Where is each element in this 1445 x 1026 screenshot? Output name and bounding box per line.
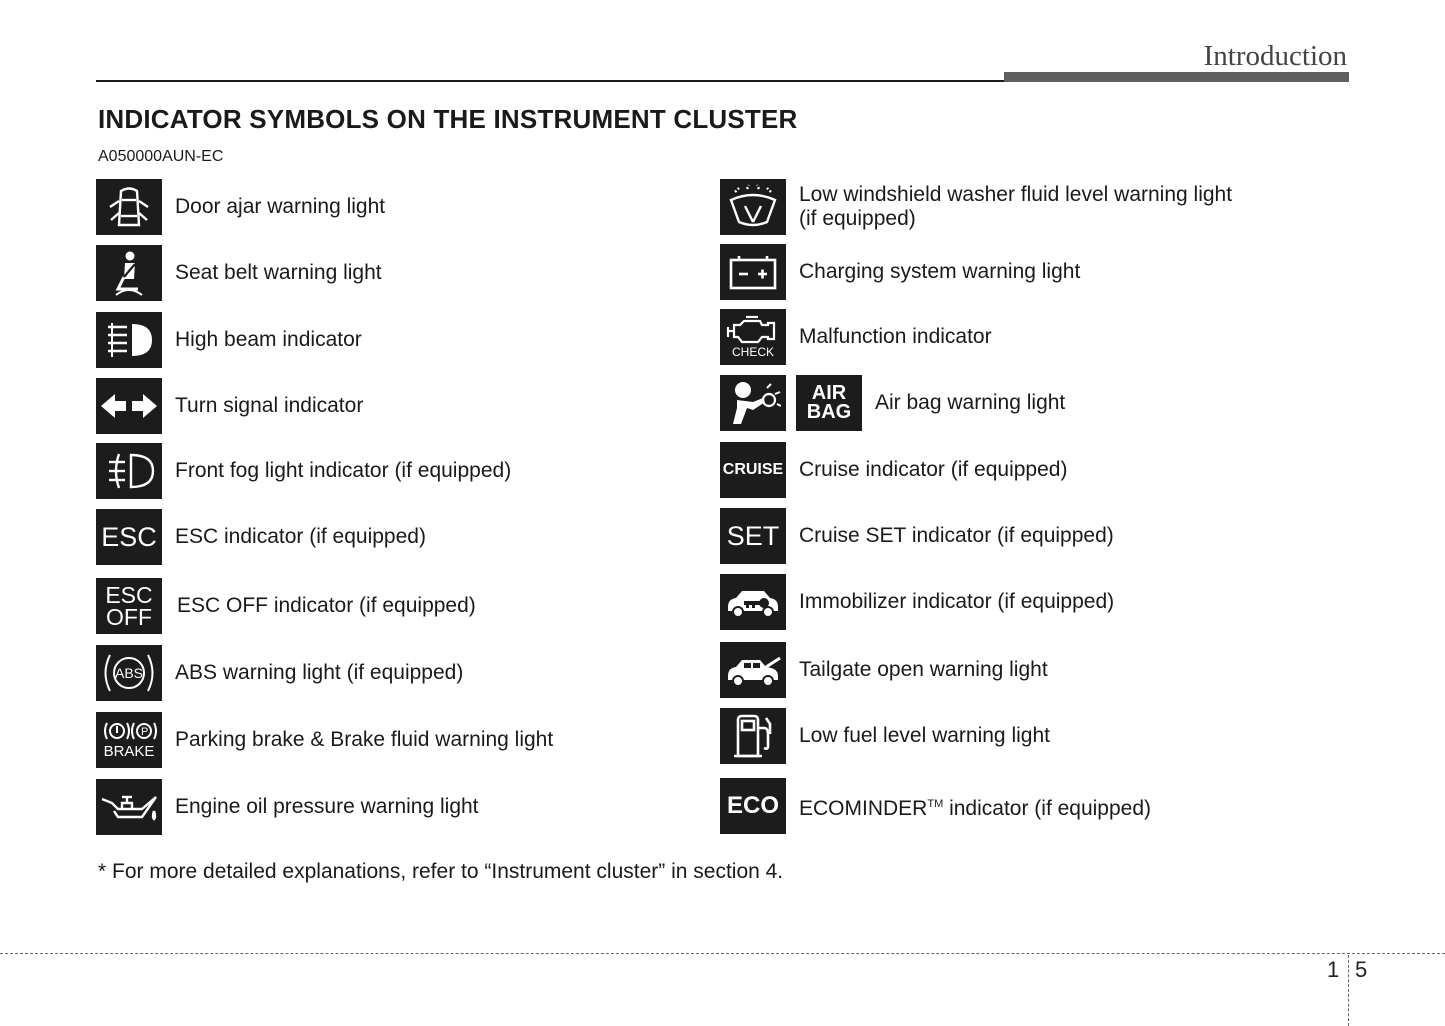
- check-engine-icon-text: CHECK: [731, 345, 774, 359]
- item-label: Turn signal indicator: [175, 394, 364, 417]
- airbag-person-icon: [720, 375, 786, 431]
- list-item: [96, 245, 382, 301]
- list-item: [720, 508, 1114, 564]
- esc-icon: [96, 509, 162, 565]
- esc-icon-text: ESC: [101, 521, 157, 552]
- list-item: [96, 312, 362, 368]
- header-rule-thin: [96, 80, 1004, 82]
- washer-fluid-icon: [720, 179, 786, 235]
- footnote: * For more detailed explanations, refer to “Instrument cluster” in section 4.: [98, 860, 784, 883]
- doc-code: A050000AUN-EC: [98, 148, 224, 165]
- page-heading: INDICATOR SYMBOLS ON THE INSTRUMENT CLUSTER: [98, 104, 798, 134]
- item-label: Charging system warning light: [799, 260, 1081, 283]
- esc-off-icon-text: ESC: [105, 582, 153, 608]
- page-chapter: 1: [1327, 957, 1340, 982]
- esc-off-icon: [96, 578, 162, 634]
- list-item: [720, 179, 1319, 235]
- header-rule-thick: [1004, 72, 1349, 82]
- immobilizer-icon: [720, 574, 786, 630]
- abs-icon-text: ABS: [114, 665, 143, 681]
- abs-icon: [96, 645, 162, 701]
- item-label: Air bag warning light: [875, 391, 1066, 414]
- cruise-set-icon: [720, 508, 786, 564]
- item-label: Cruise SET indicator (if equipped): [799, 524, 1114, 547]
- eco-icon: [720, 778, 786, 834]
- eco-icon-text: ECO: [726, 792, 779, 819]
- high-beam-icon: [96, 312, 162, 368]
- item-label: Malfunction indicator: [799, 325, 992, 348]
- svg-text:P: P: [141, 726, 149, 738]
- list-item: [720, 574, 1114, 630]
- low-fuel-icon: [720, 708, 786, 764]
- list-item: [96, 779, 479, 835]
- item-label: ABS warning light (if equipped): [175, 661, 464, 684]
- cruise-set-icon-text: SET: [726, 520, 780, 551]
- trademark-sup: TM: [927, 797, 944, 810]
- airbag-icon: [796, 375, 862, 431]
- list-item: [720, 642, 1048, 698]
- list-item: [96, 443, 511, 499]
- item-label: [799, 183, 1319, 231]
- list-item: [720, 442, 1067, 498]
- item-label: Front fog light indicator (if equipped): [175, 459, 512, 482]
- list-item: [96, 509, 426, 565]
- list-item: [720, 778, 1151, 834]
- oil-pressure-icon: [96, 779, 162, 835]
- item-label: Tailgate open warning light: [799, 658, 1048, 681]
- door-ajar-icon: [96, 179, 162, 235]
- list-item: [96, 179, 385, 235]
- item-label: ESC indicator (if equipped): [175, 525, 426, 548]
- list-item: [720, 244, 1080, 300]
- item-label: High beam indicator: [175, 328, 362, 351]
- item-label: Low fuel level warning light: [799, 724, 1050, 747]
- list-item: [720, 309, 992, 365]
- front-fog-icon: [96, 443, 162, 499]
- page-number-divider: [1348, 955, 1349, 1026]
- list-item: [720, 375, 1065, 431]
- esc-off-icon-text2: OFF: [106, 604, 152, 630]
- cruise-icon: [720, 442, 786, 498]
- item-label: Parking brake & Brake fluid warning light: [175, 728, 554, 751]
- item-label-line2: (if equipped): [799, 207, 916, 230]
- section-title: Introduction: [1203, 40, 1347, 72]
- footer-dashed-rule: [0, 953, 1445, 954]
- check-engine-icon: [720, 309, 786, 365]
- battery-icon: [720, 244, 786, 300]
- turn-signal-icon: [96, 378, 162, 434]
- brake-icon-text: BRAKE: [103, 743, 155, 760]
- item-label: [799, 792, 1151, 821]
- item-label: ESC OFF indicator (if equipped): [177, 594, 476, 617]
- brake-icon: [96, 712, 162, 768]
- list-item: [96, 378, 363, 434]
- item-label: Immobilizer indicator (if equipped): [799, 590, 1115, 613]
- item-label: Engine oil pressure warning light: [175, 795, 479, 818]
- list-item: [96, 578, 476, 634]
- seat-belt-icon: [96, 245, 162, 301]
- airbag-icon-text2: BAG: [806, 401, 852, 423]
- ecominder-word: ECOMINDER: [799, 796, 928, 820]
- list-item: [96, 645, 463, 701]
- cruise-icon-text: CRUISE: [722, 461, 784, 478]
- page-number: 5: [1355, 957, 1368, 982]
- item-label-line1: Low windshield washer fluid level warning light: [799, 183, 1233, 206]
- tailgate-icon: [720, 642, 786, 698]
- ecominder-rest: indicator (if equipped): [943, 796, 1152, 820]
- list-item: [96, 712, 553, 768]
- item-label: Seat belt warning light: [175, 261, 382, 284]
- list-item: [720, 708, 1050, 764]
- item-label: Cruise indicator (if equipped): [799, 458, 1068, 481]
- item-label: Door ajar warning light: [175, 195, 386, 218]
- airbag-icon-text: AIR: [811, 382, 847, 404]
